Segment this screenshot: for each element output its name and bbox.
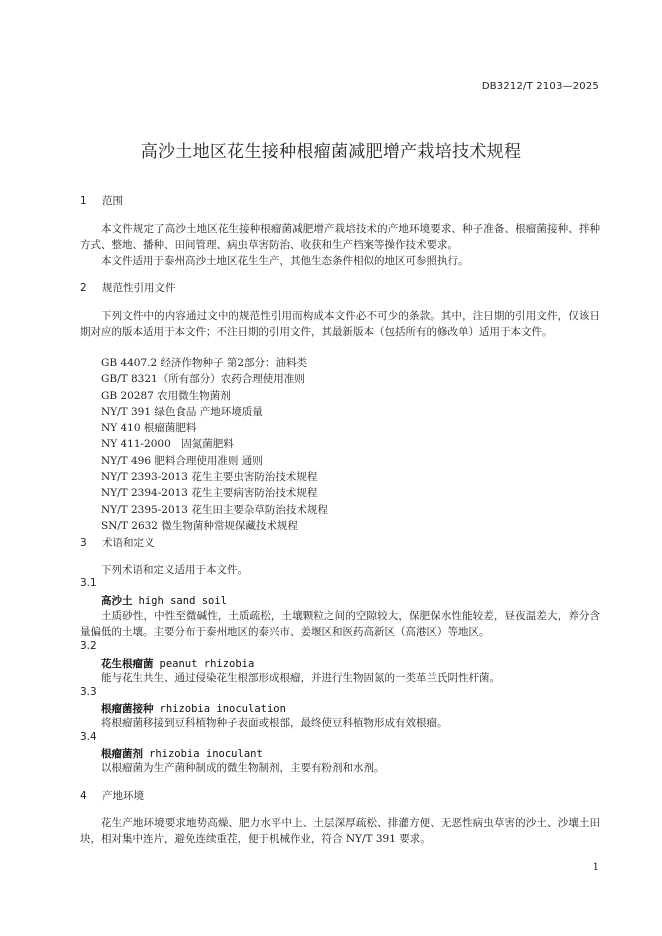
reference-item: SN/T 2632 微生物菌种常规保藏技术规程 xyxy=(101,519,298,532)
document-title: 高沙土地区花生接种根瘤菌减肥增产栽培技术规程 xyxy=(140,142,522,162)
section-4-heading xyxy=(80,788,144,803)
section-title: 产地环境 xyxy=(102,790,144,802)
section-3-heading xyxy=(80,535,155,550)
term-number: 3.3 xyxy=(80,686,97,698)
reference-item: NY 411-2000 固氮菌肥料 xyxy=(101,438,234,451)
standard-code: DB3212/T 2103—2025 xyxy=(481,81,599,92)
reference-item: GB 4407.2 经济作物种子 第2部分：油料类 xyxy=(101,357,308,369)
reference-item: GB 20287 农用微生物菌剂 xyxy=(101,389,231,402)
reference-item: NY/T 2394-2013 花生主要病害防治技术规程 xyxy=(101,487,318,500)
section-2-heading xyxy=(80,280,176,295)
term-en: rhizobia inoculation xyxy=(159,703,286,715)
section-title: 规范性引用文件 xyxy=(102,282,176,294)
term-definition: 土质砂性，中性至微碱性，土质疏松，土壤颗粒之间的空隙较大，保肥保水性能较差，昼夜温差大，养分含量偏低的土壤。主要分布于泰州地区的泰兴市、姜堰区和医药高新区（高港区）等地区。 xyxy=(80,610,600,638)
term-en: peanut rhizobia xyxy=(159,658,255,670)
term-number: 3.4 xyxy=(80,731,97,743)
term-number: 3.1 xyxy=(80,577,97,589)
term-en: rhizobia inoculant xyxy=(149,748,263,760)
section-3-paragraph-1: 下列术语和定义适用于本文件。 xyxy=(101,564,248,576)
page-number: 1 xyxy=(592,862,599,873)
reference-item: NY 410 根瘤菌肥料 xyxy=(101,422,197,435)
term-definition: 能与花生共生、通过侵染花生根部形成根瘤，并进行生物固氮的一类革兰氏阴性杆菌。 xyxy=(101,672,500,684)
term-definition: 以根瘤菌为生产菌种制成的微生物制剂，主要有粉剂和水剂。 xyxy=(101,762,385,774)
section-number: 4 xyxy=(80,790,87,802)
reference-item: NY/T 2395-2013 花生田主要杂草防治技术规程 xyxy=(101,503,328,516)
section-number: 2 xyxy=(80,282,87,294)
reference-list xyxy=(101,355,328,534)
section-number: 1 xyxy=(80,195,87,207)
reference-item: GB/T 8321（所有部分）农药合理使用准则 xyxy=(101,373,305,386)
section-number: 3 xyxy=(80,537,87,549)
term-number: 3.2 xyxy=(80,640,97,652)
section-1-heading xyxy=(80,193,123,208)
term-definition: 将根瘤菌移接到豆科植物种子表面或根部，最终使豆科植物形成有效根瘤。 xyxy=(101,717,448,729)
reference-item: NY/T 2393-2013 花生主要虫害防治技术规程 xyxy=(101,471,318,484)
reference-item: NY/T 391 绿色食品 产地环境质量 xyxy=(101,405,263,418)
term-name xyxy=(101,701,286,716)
term-en: high sand soil xyxy=(138,595,228,607)
section-4-paragraph-1: 花生产地环境要求地势高燥、肥力水平中上、土层深厚疏松、排灌方便、无恶性病虫草害的沙土、沙壤土田块，相对集中连片，避免连续重茬，便于机械作业，符合 NY/T 391 要求。 xyxy=(80,817,600,845)
term-zh: 根瘤菌剂 xyxy=(101,748,143,760)
reference-item: NY/T 496 肥料合理使用准则 通则 xyxy=(101,454,263,467)
term-zh: 高沙土 xyxy=(101,595,133,607)
section-title: 范围 xyxy=(102,195,123,207)
term-name xyxy=(101,593,227,608)
section-1-paragraph-1: 本文件规定了高沙土地区花生接种根瘤菌减肥增产栽培技术的产地环境要求、种子准备、根瘤菌接种、拌种方式、整地、播种、田间管理、病虫草害防治、收获和生产档案等操作技术要求。 xyxy=(80,223,600,251)
term-name xyxy=(101,746,263,761)
term-zh: 花生根瘤菌 xyxy=(101,658,154,670)
term-zh: 根瘤菌接种 xyxy=(101,703,154,715)
section-2-paragraph-1: 下列文件中的内容通过文中的规范性引用而构成本文件必不可少的条款。其中，注日期的引用文件，仅该日期对应的版本适用于本文件；不注日期的引用文件，其最新版本（包括所有的修改单）适用于本文件。 xyxy=(80,310,600,338)
section-title: 术语和定义 xyxy=(102,537,155,549)
term-name xyxy=(101,656,254,671)
section-1-paragraph-2: 本文件适用于泰州高沙土地区花生生产，其他生态条件相似的地区可参照执行。 xyxy=(101,255,469,267)
